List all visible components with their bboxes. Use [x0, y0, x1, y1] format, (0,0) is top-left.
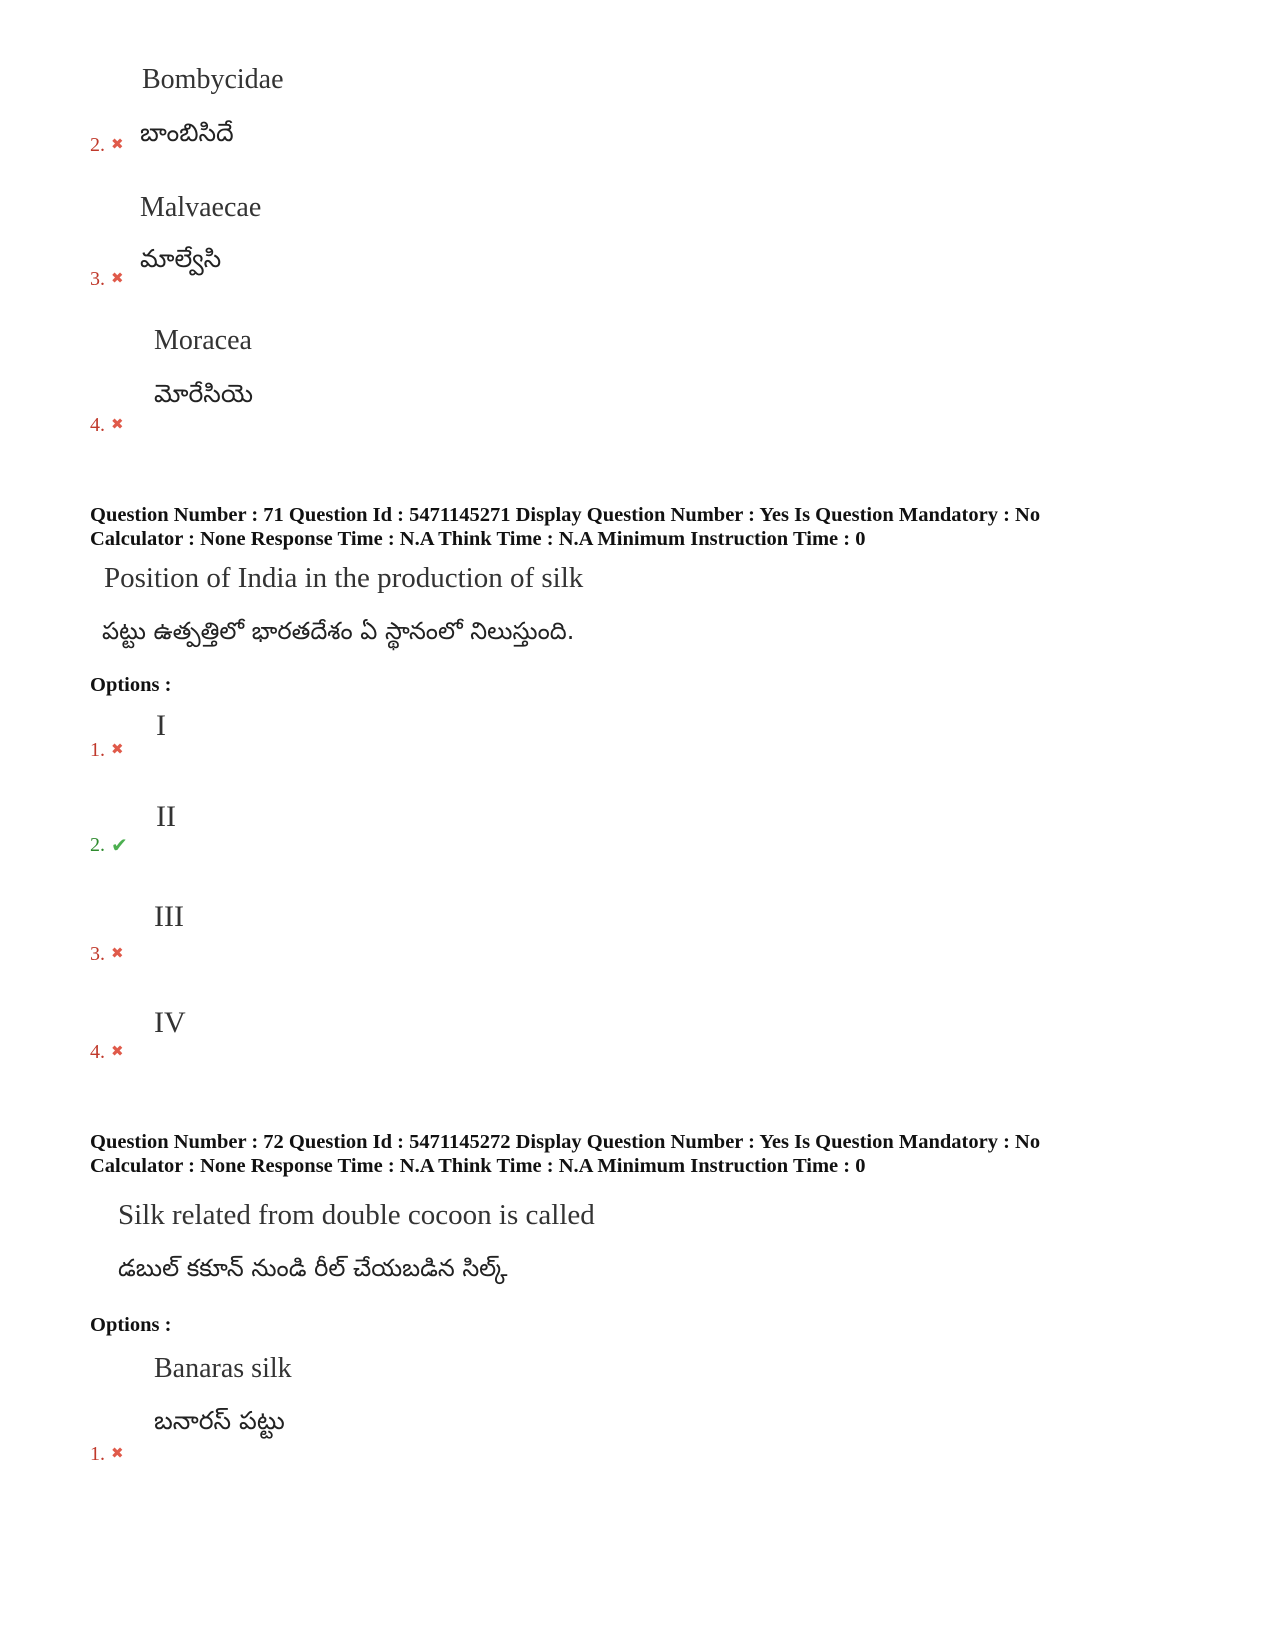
option-number-label: 4.	[90, 414, 105, 436]
option-number-label: 1.	[90, 1443, 105, 1465]
option-text-te: బనారస్ పట్టు	[154, 1406, 285, 1435]
cross-icon: ✖	[111, 742, 124, 758]
cross-icon: ✖	[111, 137, 124, 153]
option-text: II	[156, 800, 176, 833]
option-text-en: Bombycidae	[142, 64, 284, 95]
question-text-en: Silk related from double cocoon is called	[118, 1199, 595, 1231]
option-number-label: 2.	[90, 134, 105, 156]
question-text-en: Position of India in the production of silk	[104, 562, 584, 594]
option-number	[90, 414, 124, 437]
option-text-en: Malvaecae	[140, 192, 262, 223]
cross-icon: ✖	[111, 417, 124, 433]
option-text-te: మోరేసియె	[154, 379, 254, 408]
options-label: Options :	[90, 1314, 172, 1336]
options-label: Options :	[90, 674, 172, 696]
cross-icon: ✖	[111, 1446, 124, 1462]
question-meta-line1: Question Number : 72 Question Id : 5471145272 Display Question Number : Yes Is Question Mandatory : No	[90, 1131, 1041, 1153]
question-text-te: డబుల్ కకూన్ నుండి రీల్ చేయబడిన సిల్క్	[118, 1254, 508, 1282]
option-text-te: బాంబిసిదే	[140, 118, 234, 147]
option-number	[90, 268, 124, 291]
option-number	[90, 739, 124, 762]
option-number	[90, 943, 124, 966]
question-meta-line1: Question Number : 71 Question Id : 5471145271 Display Question Number : Yes Is Question Mandatory : No	[90, 504, 1041, 526]
option-number-label: 3.	[90, 943, 105, 965]
question-text-te: పట్టు ఉత్పత్తిలో భారతదేశం ఏ స్థానంలో నిలుస్తుంది.	[102, 617, 575, 645]
cross-icon: ✖	[111, 1044, 124, 1060]
cross-icon: ✖	[111, 271, 124, 287]
option-number-label: 2.	[90, 834, 105, 856]
option-number-label: 4.	[90, 1041, 105, 1063]
option-text-te: మాల్వేసి	[140, 244, 222, 273]
option-text: IV	[154, 1006, 186, 1039]
question-meta-line2: Calculator : None Response Time : N.A Think Time : N.A Minimum Instruction Time : 0	[90, 528, 866, 550]
check-icon: ✔	[111, 834, 128, 857]
option-number-label: 3.	[90, 268, 105, 290]
option-number-label: 1.	[90, 739, 105, 761]
question-meta-line2: Calculator : None Response Time : N.A Think Time : N.A Minimum Instruction Time : 0	[90, 1155, 866, 1177]
option-text-en: Moracea	[154, 325, 252, 356]
option-number	[90, 1041, 124, 1064]
option-number	[90, 1443, 124, 1466]
cross-icon: ✖	[111, 946, 124, 962]
option-text: I	[156, 709, 166, 742]
option-number	[90, 134, 124, 157]
option-text: III	[154, 900, 184, 933]
option-text-en: Banaras silk	[154, 1353, 292, 1384]
option-number	[90, 834, 128, 857]
